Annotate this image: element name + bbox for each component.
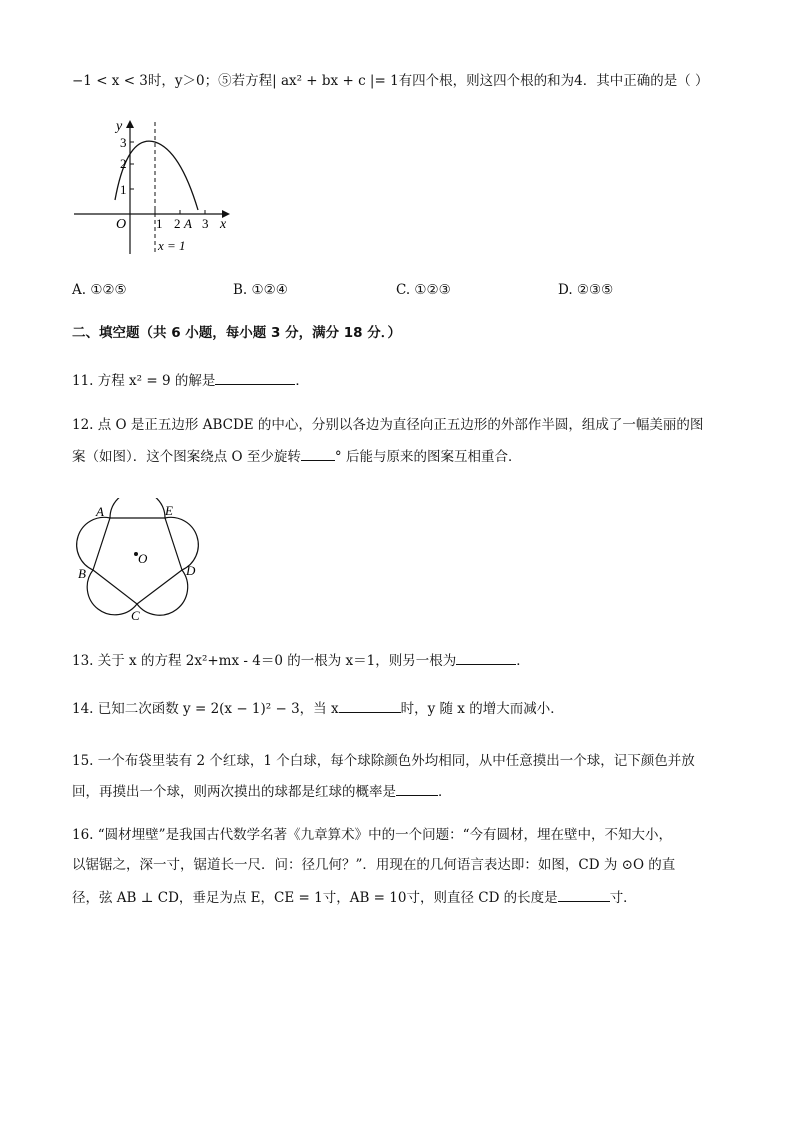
answer-blank-14[interactable]	[339, 698, 401, 713]
section-heading: 二、填空题（共 6 小题，每小题 3 分，满分 18 分．）	[72, 325, 402, 341]
question-15-line-2	[72, 781, 452, 801]
q15-text: 回，再摸出一个球，则两次摸出的球都是红球的概率是	[72, 784, 396, 800]
semicircle-ba	[77, 517, 110, 570]
question-13	[72, 650, 530, 670]
q14-text: 14. 已知二次函数 y = 2(x − 1)² − 3，当 x	[72, 701, 339, 717]
y-tick-label-2: 2	[120, 156, 127, 171]
q13-text: 13. 关于 x 的方程 2x²+mx - 4＝0 的一根为 x＝1，则另一根为	[72, 653, 457, 669]
semicircle-ae	[110, 498, 165, 518]
answer-blank-11[interactable]	[215, 370, 295, 385]
answer-blank-16[interactable]	[558, 887, 610, 902]
q10-condition-line	[72, 72, 709, 90]
q15-text-end: ．	[438, 784, 452, 800]
answer-blank-15[interactable]	[396, 781, 438, 796]
y-axis-arrow	[126, 120, 134, 128]
q10-condition-text: −1 < x < 3时，y＞0；⑤若方程| ax² + bx + c |= 1有四个根，则这四个根的和为4．其中正确的是（ ）	[72, 73, 709, 89]
vertex-b-label: B	[78, 566, 86, 581]
q13-text-end: ．	[516, 653, 530, 669]
option-c[interactable]: C. ①②③	[396, 282, 451, 298]
question-16-line-2: 以锯锯之，深一寸，锯道长一尺．问：径几何？”．用现在的几何语言表达即：如图，CD 为 ⊙O 的直	[72, 857, 676, 873]
center-o-label: O	[138, 551, 148, 566]
symmetry-axis-label: x = 1	[158, 238, 186, 253]
option-d[interactable]: D. ②③⑤	[558, 282, 614, 298]
question-15-line-1: 15. 一个布袋里装有 2 个红球，1 个白球，每个球除颜色外均相同，从中任意摸出一个球，记下颜色并放	[72, 753, 695, 769]
vertex-a-label: A	[96, 504, 104, 519]
x-tick-label-3: 3	[202, 216, 209, 231]
y-tick-label-3: 3	[120, 135, 127, 150]
y-axis-label: y	[116, 119, 123, 134]
question-14	[72, 698, 564, 718]
question-12-line-2	[72, 446, 521, 466]
q12-text: 案（如图）．这个图案绕点 O 至少旋转	[72, 449, 301, 465]
option-b[interactable]: B. ①②④	[233, 282, 288, 298]
question-16-line-1: 16. “圆材埋壁”是我国古代数学名著《九章算术》中的一个问题：“今有圆材，埋在壁中，不知大小，	[72, 827, 672, 843]
x-tick-label-2: 2	[174, 216, 181, 231]
vertex-d-label: D	[186, 563, 196, 578]
option-a[interactable]: A. ①②⑤	[72, 282, 127, 298]
origin-label: O	[116, 217, 127, 232]
answer-blank-12[interactable]	[301, 446, 335, 461]
parabola-curve	[115, 141, 198, 210]
question-11	[72, 370, 309, 390]
parabola-graph	[70, 116, 240, 266]
question-12-line-1: 12. 点 O 是正五边形 ABCDE 的中心，分别以各边为直径向正五边形的外部作半圆，组成了一幅美丽的图	[72, 417, 704, 433]
x-tick-label-1: 1	[156, 216, 163, 231]
q11-text: 11. 方程 x² = 9 的解是	[72, 373, 216, 389]
q16-text-end: 寸．	[609, 890, 637, 906]
q14-text-end: 时，y 随 x 的增大而减小．	[400, 701, 564, 717]
x-axis-label: x	[220, 217, 227, 232]
semicircle-dc	[137, 570, 188, 615]
semicircle-cb	[87, 570, 137, 615]
q16-text: 径，弦 AB ⊥ CD，垂足为点 E，CE = 1寸，AB = 10寸，则直径 CD 的长度是	[72, 890, 558, 906]
y-tick-label-1: 1	[120, 182, 127, 197]
vertex-e-label: E	[165, 503, 173, 518]
answer-blank-13[interactable]	[456, 650, 516, 665]
q11-text-end: ．	[295, 373, 309, 389]
point-a-label: A	[184, 216, 192, 231]
question-16-line-3	[72, 887, 637, 907]
vertex-c-label: C	[131, 608, 140, 623]
q12-text-end: ° 后能与原来的图案互相重合．	[334, 449, 522, 465]
pentagon-semicircle-figure	[70, 498, 210, 628]
